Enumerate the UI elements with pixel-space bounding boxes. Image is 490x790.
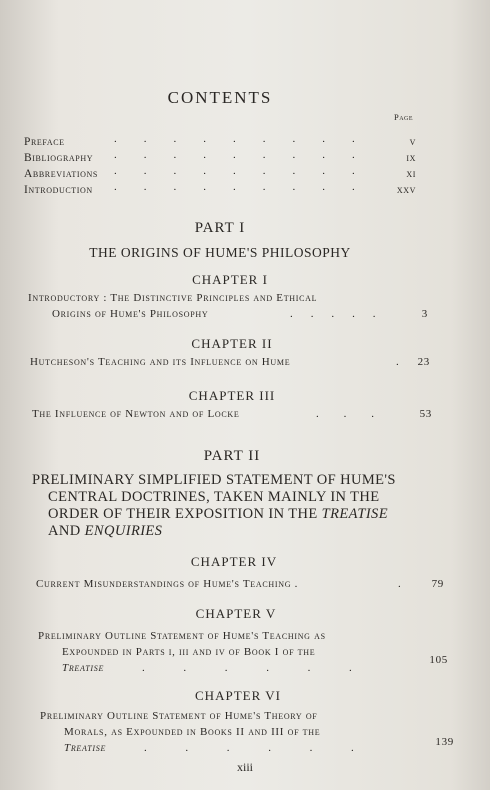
entry-title-line: Treatise	[64, 742, 107, 754]
entry-page: 79	[431, 578, 444, 590]
front-matter-label: Introduction	[24, 184, 93, 196]
entry-page: 3	[421, 308, 428, 320]
page-number: xiii	[236, 760, 253, 774]
part-title-italic: TREATISE	[321, 506, 388, 522]
entry-title-line: Treatise	[62, 662, 105, 674]
entry-title-line: Introductory : The Distinctive Principles and Ethical	[28, 292, 318, 304]
toc-entry: Current Misunderstandings of Hume's Teaching . . 79	[36, 578, 444, 590]
entry-title-line: Preliminary Outline Statement of Hume's Theory of	[40, 710, 318, 722]
entry-title-line: Preliminary Outline Statement of Hume's Teaching as	[38, 630, 326, 642]
entry-page: 105	[429, 654, 448, 666]
chapter-label: CHAPTER IV	[190, 554, 278, 569]
chapter-label: CHAPTER III	[188, 388, 276, 403]
front-matter-page: xi	[406, 168, 416, 180]
toc-entry: Introductory : The Distinctive Principles and Ethical Origins of Hume's Philosophy . . . . . 3	[28, 292, 428, 320]
part-title-line: PRELIMINARY SIMPLIFIED STATEMENT OF HUME'S	[32, 472, 396, 488]
entry-page: 23	[417, 356, 430, 368]
entry-title-line: The Influence of Newton and of Locke	[32, 408, 240, 420]
entry-page: 139	[435, 736, 454, 748]
front-matter-label: Abbreviations	[24, 168, 98, 180]
part-label: PART II	[203, 448, 261, 464]
leader-dots: .........	[114, 149, 382, 161]
part-title: THE ORIGINS OF HUME'S PHILOSOPHY	[89, 245, 351, 260]
leader-dots: .........	[114, 165, 382, 177]
toc-entry: The Influence of Newton and of Locke . . . 53	[32, 408, 432, 420]
entry-title-line: Origins of Hume's Philosophy	[52, 308, 209, 320]
chapter-label: CHAPTER II	[191, 336, 273, 351]
entry-title-line: Morals, as Expounded in Books II and III of the	[64, 726, 321, 738]
toc-entry: Hutcheson's Teaching and its Influence on Hume . 23	[30, 356, 430, 368]
entry-title-line: Current Misunderstandings of Hume's Teaching .	[36, 578, 299, 590]
toc-entry: Preliminary Outline Statement of Hume's Teaching as Expounded in Parts i, iii and iv of Book I of the Treatise . . . . . . 105	[38, 630, 448, 674]
entry-title-line: Expounded in Parts i, iii and iv of Book I of the	[62, 646, 316, 658]
part-title-line: ORDER OF THEIR EXPOSITION IN THE	[48, 506, 322, 522]
entry-title-line: Hutcheson's Teaching and its Influence on Hume	[30, 356, 291, 368]
front-matter-label: Preface	[24, 136, 65, 148]
entry-page: 53	[419, 408, 432, 420]
part-title-line: CENTRAL DOCTRINES, TAKEN MAINLY IN THE	[48, 489, 380, 505]
contents-title: CONTENTS	[167, 88, 273, 107]
front-matter-label: Bibliography	[24, 152, 94, 164]
part-title-italic: ENQUIRIES	[84, 523, 163, 539]
toc-entry: Preliminary Outline Statement of Hume's Theory of Morals, as Expounded in Books II and III of the Treatise . . . . . . 139	[40, 710, 454, 754]
leader-dots: .........	[114, 181, 382, 193]
front-matter-page: v	[409, 136, 416, 148]
chapter-label: CHAPTER V	[195, 606, 277, 621]
chapter-label: CHAPTER VI	[195, 688, 281, 703]
part-title	[32, 472, 442, 540]
chapter-label: CHAPTER I	[192, 272, 268, 287]
front-matter-page: xxv	[396, 184, 416, 196]
leader-dots: .........	[114, 133, 382, 145]
part-label: PART I	[194, 220, 246, 236]
page-column-label: Page	[394, 112, 414, 122]
front-matter-page: ix	[406, 152, 416, 164]
part-title-line: AND	[48, 523, 85, 539]
